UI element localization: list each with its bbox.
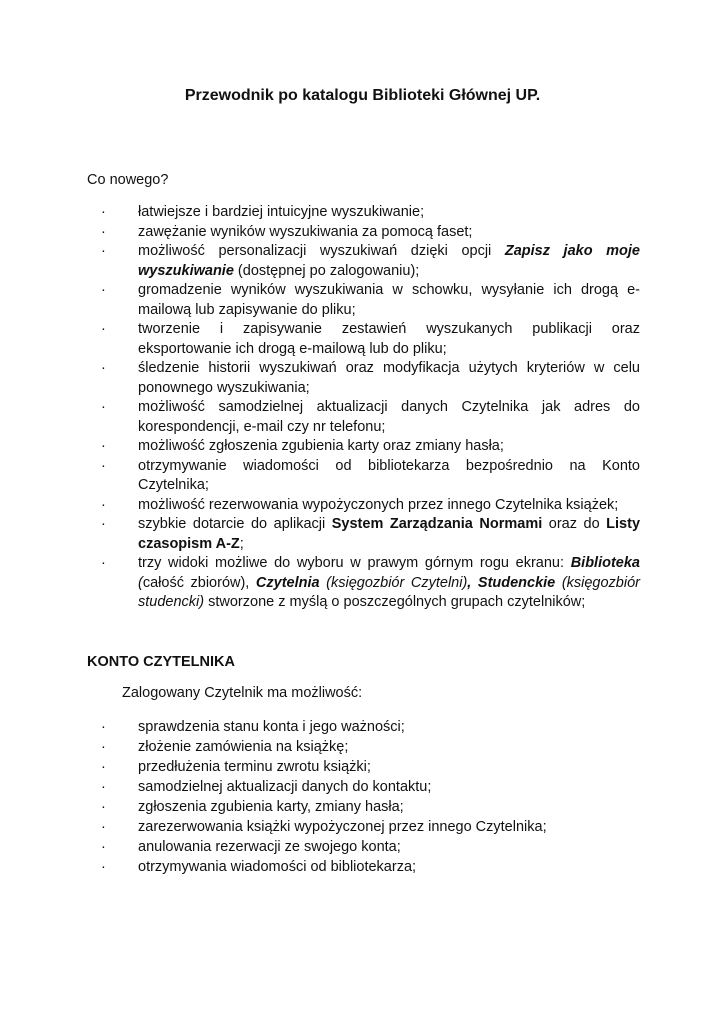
account-section-intro: Zalogowany Czytelnik ma możliwość: [122, 685, 363, 701]
bullet-marker: · [101, 204, 106, 220]
list-item [100, 737, 640, 757]
list-item [100, 757, 640, 777]
list-item-text: Zapisz jako moje wyszukiwanie [138, 243, 640, 279]
list-item-text: sprawdzenia stanu konta i jego ważności; [138, 719, 405, 735]
list-item-text: gromadzenie wyników wyszukiwania w schowku, wysyłanie ich drogą e-mailową lub zapisywanie do pliku; [138, 282, 640, 318]
list-item-text: trzy widoki możliwe do wyboru w prawym górnym rogu ekranu: [138, 555, 571, 571]
list-item-text: otrzymywanie wiadomości od bibliotekarza bezpośrednio na Konto Czytelnika; [138, 457, 640, 493]
list-item [100, 359, 640, 398]
bullet-marker: · [101, 839, 106, 855]
list-item [100, 837, 640, 857]
list-item [100, 457, 640, 496]
list-item [100, 398, 640, 437]
bullet-marker: · [101, 496, 106, 513]
list-item-text: otrzymywania wiadomości od bibliotekarza; [138, 859, 417, 875]
list-item [100, 817, 640, 837]
list-item [100, 242, 640, 281]
list-item-text: śledzenie historii wyszukiwań oraz modyfikacja użytych kryteriów w celu ponownego wyszukiwania; [138, 360, 640, 396]
list-item-text: System Zarządzania Normami [331, 516, 543, 532]
list-item [100, 223, 640, 243]
list-item-text: anulowania rezerwacji ze swojego konta; [138, 839, 401, 855]
list-item-text: zarezerwowania książki wypożyczonej przez innego Czytelnika; [138, 819, 547, 835]
list-item-text: możliwość zgłoszenia zgubienia karty oraz zmiany hasła; [138, 438, 504, 454]
list-item-text: stworzone z myślą o poszczególnych grupach czytelników; [204, 594, 586, 610]
bullet-marker: · [101, 779, 106, 795]
list-item-text: szybkie dotarcie do aplikacji [138, 516, 332, 532]
bullet-marker: · [101, 438, 106, 454]
list-item-text: oraz do [542, 516, 607, 532]
list-item-text: łatwiejsze i bardziej intuicyjne wyszukiwanie; [138, 204, 425, 220]
bullet-marker: · [101, 243, 106, 259]
list-item-text: (księgozbiór Czytelni) [319, 574, 468, 591]
bullet-marker: · [101, 759, 106, 775]
bullet-marker: · [101, 516, 106, 532]
bullet-marker: · [101, 555, 106, 571]
list-item [100, 203, 640, 223]
list-item-text: możliwość rezerwowania wypożyczonych przez innego Czytelnika książek; [138, 496, 619, 513]
list-item-text: Biblioteka [570, 555, 640, 571]
list-item-text: Listy czasopism A-Z [138, 516, 641, 552]
list-item-text: samodzielnej aktualizacji danych do kontaktu; [138, 779, 432, 795]
list-item-text: możliwość personalizacji wyszukiwań dzięki opcji [138, 243, 505, 259]
bullet-marker: · [101, 819, 106, 835]
list-item [100, 717, 640, 737]
account-list [100, 717, 640, 877]
list-item-text: tworzenie i zapisywanie zestawień wyszukanych publikacji oraz eksportowanie ich drogą e-mailową lub do pliku; [138, 321, 640, 357]
list-item-text: ; [239, 535, 244, 552]
bullet-marker: · [101, 399, 106, 415]
list-item-text: (księgozbiór studencki) [138, 574, 640, 610]
list-item-text: zawężanie wyników wyszukiwania za pomocą faset; [138, 223, 473, 240]
bullet-marker: · [101, 457, 106, 474]
whats-new-heading: Co nowego? [87, 172, 169, 188]
bullet-marker: · [101, 719, 106, 735]
list-item [100, 496, 640, 516]
list-item-text: całość zbiorów), [142, 574, 256, 591]
bullet-marker: · [101, 282, 106, 298]
list-item [100, 797, 640, 817]
list-item-text: , Studenckie [467, 574, 556, 591]
bullet-marker: · [101, 739, 106, 755]
list-item [100, 777, 640, 797]
list-item-text: (dostępnej po zalogowaniu); [233, 262, 420, 279]
bullet-marker: · [101, 859, 106, 875]
list-item-text: możliwość samodzielnej aktualizacji danych Czytelnika jak adres do korespondencji, e-mail czy nr telefonu; [138, 399, 640, 435]
list-item [100, 554, 640, 613]
list-item [100, 437, 640, 457]
document-title: Przewodnik po katalogu Biblioteki Głównej UP. [184, 87, 541, 104]
bullet-marker: · [101, 799, 106, 815]
whats-new-list [100, 203, 640, 613]
list-item [100, 281, 640, 320]
list-item-text: przedłużenia terminu zwrotu książki; [138, 759, 371, 775]
list-item [100, 857, 640, 877]
list-item-text: ( [138, 574, 143, 591]
bullet-marker: · [101, 360, 106, 376]
bullet-marker: · [101, 321, 106, 337]
list-item-text: złożenie zamówienia na książkę; [138, 739, 349, 755]
list-item [100, 320, 640, 359]
list-item-text: zgłoszenia zgubienia karty, zmiany hasła; [138, 799, 404, 815]
list-item-text: Czytelnia [255, 574, 320, 591]
bullet-marker: · [101, 223, 106, 240]
account-section-heading: KONTO CZYTELNIKA [87, 654, 235, 670]
list-item [100, 515, 640, 554]
